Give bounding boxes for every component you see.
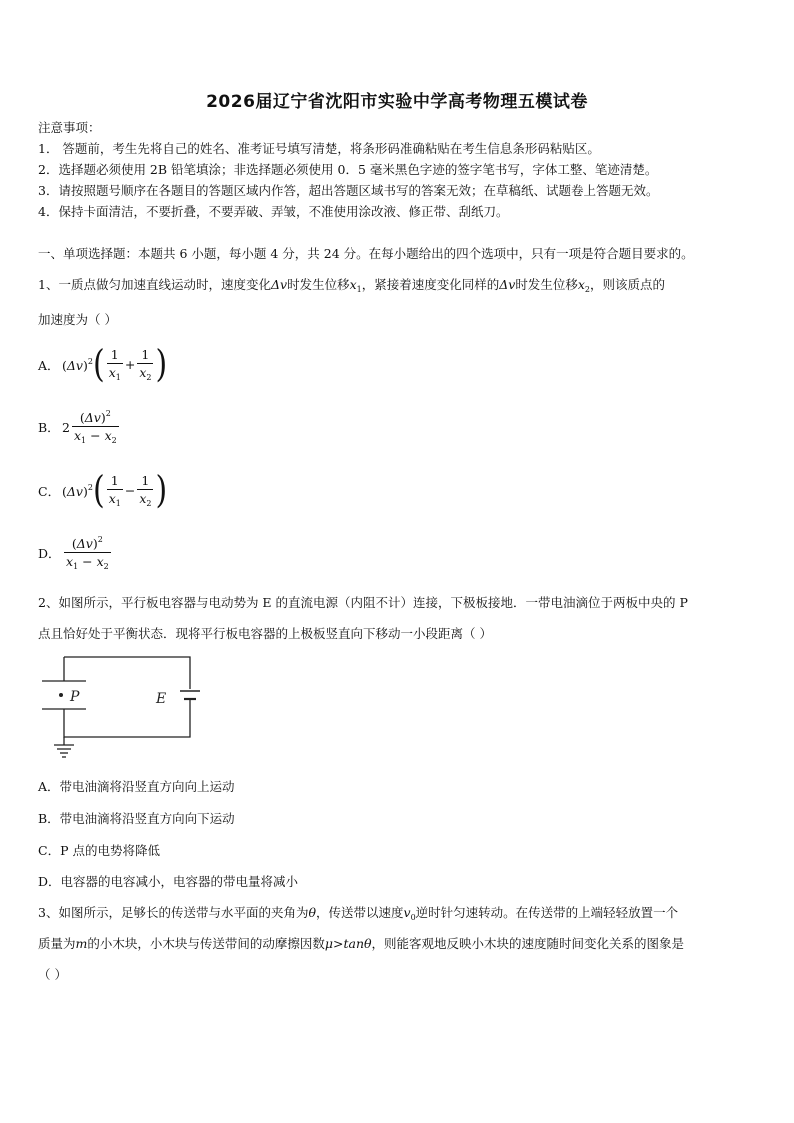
section-heading: 一、单项选择题：本题共 6 小题，每小题 4 分，共 24 分。在每小题给出的四个选项中，只有一项是符合题目要求的。 (38, 246, 694, 261)
q3-stem-line2: 质量为m的小木块，小木块与传送带间的动摩擦因数μ>tanθ，则能客观地反映小木块的速度随时间变化关系的图象是 (38, 936, 685, 951)
q1-option-b[interactable]: B． 2 $\frac{(\Delta v)^2}{x_1 - x_2}$ (38, 409, 117, 445)
notice-heading: 注意事项： (38, 120, 101, 135)
label-P: P (70, 689, 80, 705)
q2-option-c[interactable]: C．P 点的电势将降低 (38, 843, 160, 858)
notice-item: 2．选择题必须使用 2B 铅笔填涂；非选择题必须使用 0．5 毫米黑色字迹的签字笔书写，字体工整、笔迹清楚。 (38, 162, 658, 177)
exam-title: 2026届辽宁省沈阳市实验中学高考物理五模试卷 (206, 92, 588, 112)
notice-item: 1． 答题前，考生先将自己的姓名、准考证号填写清楚，将条形码准确粘贴在考生信息条形码粘贴区。 (38, 141, 600, 156)
oil-droplet (59, 693, 63, 697)
q1-stem-line2: 加速度为（ ） (38, 312, 117, 327)
q1-option-a[interactable]: A． $(\Delta v)^2$ ( $\frac{1}{x_1}$ + $\frac{1}{x_2}$ ) (38, 342, 168, 386)
q1-stem: 1、一质点做匀加速直线运动时，速度变化Δv时发生位移$x_1$，紧接着速度变化同样的Δv时发生位移$x_2$，则该质点的 (38, 277, 666, 294)
q3-answer-blank: （ ） (38, 967, 67, 982)
q1-option-c[interactable]: C． $(\Delta v)^2$ ( $\frac{1}{x_1}$ − $\frac{1}{x_2}$ ) (38, 468, 168, 512)
q1-option-d[interactable]: D． $\frac{(\Delta v)^2}{x_1 - x_2}$ (38, 535, 109, 571)
q2-option-d[interactable]: D．电容器的电容减小，电容器的带电量将减小 (38, 874, 299, 889)
capacitor-circuit-diagram (38, 651, 206, 766)
notice-item: 4．保持卡面清洁，不要折叠，不要弄破、弄皱，不准使用涂改液、修正带、刮纸刀。 (38, 204, 509, 219)
label-E: E (156, 691, 167, 707)
q2-option-a[interactable]: A．带电油滴将沿竖直方向向上运动 (38, 779, 235, 794)
notice-item: 3．请按照题号顺序在各题目的答题区域内作答，超出答题区域书写的答案无效；在草稿纸、试题卷上答题无效。 (38, 183, 659, 198)
q3-stem: 3、如图所示，足够长的传送带与水平面的夹角为θ，传送带以速度$v_0$逆时针匀速转动。在传送带的上端轻轻放置一个 (38, 905, 679, 922)
q2-stem: 2、如图所示，平行板电容器与电动势为 E 的直流电源（内阻不计）连接，下极板接地．一带电油滴位于两板中央的 P (38, 595, 688, 610)
q2-stem-line2: 点且恰好处于平衡状态．现将平行板电容器的上极板竖直向下移动一小段距离（ ） (38, 626, 492, 641)
q2-option-b[interactable]: B．带电油滴将沿竖直方向向下运动 (38, 811, 235, 826)
